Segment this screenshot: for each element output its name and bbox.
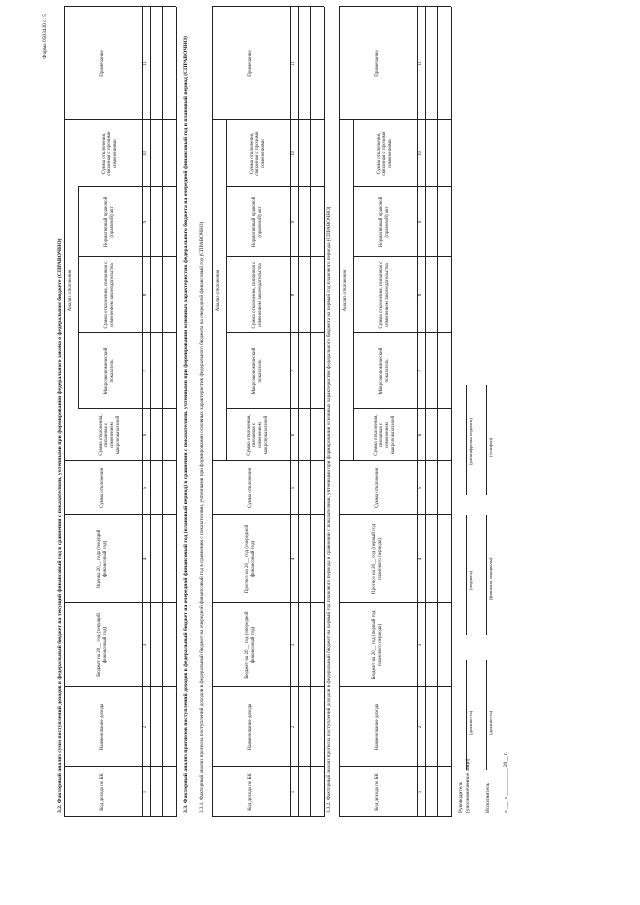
header-legal-act: Нормативный правовой (правовой) акт xyxy=(379,196,390,248)
colnum: 4 xyxy=(143,557,149,561)
colnum: 10 xyxy=(291,151,297,156)
table-331 xyxy=(212,7,324,817)
header-note: Примечание xyxy=(100,50,106,77)
head-signature-line[interactable] xyxy=(466,515,467,635)
colnum: 7 xyxy=(143,369,149,373)
header-macro-indicator: Макроэкономический показатель xyxy=(252,347,263,395)
colnum: 8 xyxy=(291,293,297,297)
table-332 xyxy=(339,7,451,817)
header-name: Наименование дохода xyxy=(100,703,106,751)
head-label: Руководитель xyxy=(458,781,464,813)
colnum: 1 xyxy=(291,790,297,794)
colnum: 6 xyxy=(291,433,297,437)
executor-phone-caption: (телефон) xyxy=(488,437,493,457)
header-code: Код дохода по БК xyxy=(248,773,254,811)
colnum: 1 xyxy=(418,790,424,794)
colnum: 1 xyxy=(143,790,149,794)
header-macro-deviation: Сумма отклонения, связанная с изменением макропоказателей xyxy=(246,414,269,456)
head-decoding-caption: (расшифровка подписи) xyxy=(468,418,473,465)
header-code: Код дохода по БК xyxy=(375,773,381,811)
header-deviation: Сумма отклонения xyxy=(375,468,381,508)
head-position-line[interactable] xyxy=(466,660,467,770)
colnum: 9 xyxy=(291,220,297,224)
colnum: 11 xyxy=(143,61,149,66)
colnum: 5 xyxy=(143,486,149,490)
header-legal-act: Нормативный правовой (правовой) акт xyxy=(104,196,115,248)
colnum: 5 xyxy=(418,486,424,490)
header-code: Код дохода по БК xyxy=(100,773,106,811)
section-332-title: 3.3.2. Факторный анализ прогноза поступлений доходов в федеральный бюджет на первый год планового периода в сравнении с показателями, учтенными при формировании основных характеристик федерального бюджета на первый год планового периода (СПРАВОЧНО) xyxy=(326,206,332,813)
executor-name-line[interactable] xyxy=(486,515,487,635)
header-note: Примечание xyxy=(375,50,381,77)
colnum: 4 xyxy=(418,557,424,561)
head-signature-caption: (подпись) xyxy=(468,570,473,590)
date-line[interactable]: « ___ » __________ 20__ г. xyxy=(503,752,509,813)
header-other-deviation: Сумма отклонения, связанная с прочими изменениями xyxy=(101,131,118,176)
colnum: 4 xyxy=(291,557,297,561)
header-macro-deviation: Сумма отклонения, связанная с изменением макропоказателей xyxy=(373,414,396,456)
colnum: 5 xyxy=(291,486,297,490)
header-name: Наименование дохода xyxy=(248,703,254,751)
executor-label: Исполнитель xyxy=(485,782,491,813)
header-legal-act: Нормативный правовой (правовой) акт xyxy=(252,196,263,248)
header-name: Наименование дохода xyxy=(375,703,381,751)
section-32-title: 3.2. Факторный анализ сумм поступлений доходов в федеральный бюджет на текущий финансовый год в сравнении с показателями, учтенными при формировании федерального закона о федеральном бюджете (СПРАВОЧНО) xyxy=(57,238,63,813)
colnum: 6 xyxy=(418,433,424,437)
colnum: 10 xyxy=(418,151,424,156)
header-forecast: Прогноз на 20__ год (очередной финансовый год) xyxy=(245,524,256,594)
head-sub-label: (уполномоченное лицо) xyxy=(465,758,471,813)
colnum: 11 xyxy=(418,61,424,66)
colnum: 7 xyxy=(291,369,297,373)
header-budget: Бюджет на 20__ год (очередной финансовый год) xyxy=(245,611,256,679)
header-note: Примечание xyxy=(248,50,254,77)
colnum: 2 xyxy=(418,725,424,729)
header-deviation: Сумма отклонения xyxy=(100,468,106,508)
header-law-deviation: Сумма отклонения, связанная с изменением законодательства xyxy=(379,261,390,329)
colnum: 11 xyxy=(291,61,297,66)
header-law-deviation: Сумма отклонения, связанная с изменением законодательства xyxy=(252,261,263,329)
header-deviation: Сумма отклонения xyxy=(248,468,254,508)
colnum: 7 xyxy=(418,369,424,373)
header-other-deviation: Сумма отклонения, связанная с прочими изменениями xyxy=(249,131,266,176)
header-estimate: Оценка 20__ года (текущий финансовый год) xyxy=(97,529,108,589)
colnum: 9 xyxy=(418,220,424,224)
section-331-title: 3.3.1. Факторный анализ прогноза поступлений доходов в федеральный бюджет на очередной финансовый год в сравнении с показателями, учтенными при формировании основных характеристик федерального бюджета на очередной финансовый год (СПРАВОЧНО) xyxy=(199,221,205,813)
head-position-caption: (должность) xyxy=(468,710,473,735)
colnum: 8 xyxy=(418,293,424,297)
header-analysis: Анализ отклонения xyxy=(216,269,222,312)
colnum: 2 xyxy=(291,725,297,729)
colnum: 2 xyxy=(143,725,149,729)
header-macro-indicator: Макроэкономический показатель xyxy=(104,347,115,395)
header-other-deviation: Сумма отклонения, связанная с прочими изменениями xyxy=(376,131,393,176)
colnum: 10 xyxy=(143,151,149,156)
header-budget: Бюджет на 20__ год (первый год планового периода) xyxy=(372,610,383,680)
form-number: Форма 0503430 с. 5 xyxy=(42,14,48,59)
colnum: 3 xyxy=(291,643,297,647)
header-analysis: Анализ отклонения xyxy=(68,269,74,312)
colnum: 6 xyxy=(143,433,149,437)
colnum: 9 xyxy=(143,220,149,224)
colnum: 3 xyxy=(418,643,424,647)
section-33-title: 3.3. Факторный анализ прогнозов поступлений доходов в федеральный бюджет на очередной финансовый год (плановый период) в сравнении с показателями, учтенными при формировании основных характеристик федерального бюджета на очередной финансовый год и плановый период (СПРАВОЧНО) xyxy=(183,36,189,813)
head-decoding-line[interactable] xyxy=(466,385,467,495)
colnum: 8 xyxy=(143,293,149,297)
executor-position-line[interactable] xyxy=(486,660,487,770)
executor-position-caption: (должность) xyxy=(488,710,493,735)
header-macro-deviation: Сумма отклонения, связанная с изменением макропоказателей xyxy=(98,414,121,456)
header-budget: Бюджет на 20__ год (текущий финансовый год) xyxy=(97,613,108,677)
header-law-deviation: Сумма отклонения, связанная с изменением законодательства xyxy=(104,261,115,329)
header-macro-indicator: Макроэкономический показатель xyxy=(379,347,390,395)
header-forecast: Прогноз на 20__ год (первый год планового периода) xyxy=(372,523,383,595)
executor-name-caption: (фамилия, инициалы) xyxy=(488,557,493,600)
executor-phone-line[interactable] xyxy=(486,385,487,495)
colnum: 3 xyxy=(143,643,149,647)
header-analysis: Анализ отклонения xyxy=(343,269,349,312)
table-32 xyxy=(64,7,176,817)
